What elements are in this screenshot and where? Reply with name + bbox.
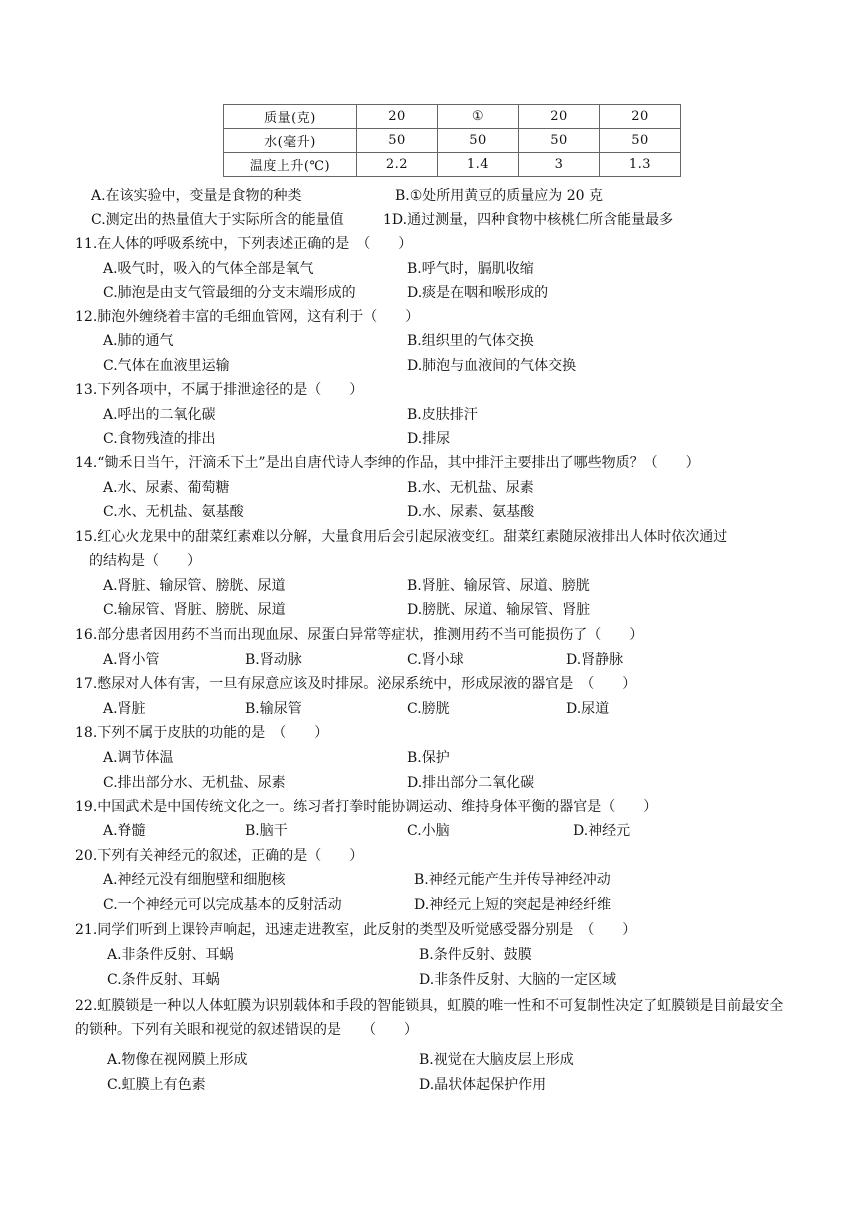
question-13-stem: 13.下列各项中，不属于排泄途径的是（ ） (75, 382, 364, 398)
q22-option-b[interactable]: B.视觉在大脑皮层上形成 (419, 1052, 574, 1068)
q17-option-a[interactable]: A.肾脏 (103, 701, 146, 717)
q19-option-d[interactable]: D.神经元 (573, 823, 631, 839)
q11-option-a[interactable]: A.吸气时，吸入的气体全部是氧气 (103, 261, 314, 277)
table-cell: 20 (357, 105, 438, 129)
q10-option-c[interactable]: C.测定出的热量值大于实际所含的能量值 (91, 212, 344, 228)
q10-option-d[interactable]: 1D.通过测量，四种食物中核桃仁所含能量最多 (383, 212, 674, 228)
q13-option-d[interactable]: D.排尿 (407, 431, 451, 447)
question-20-stem: 20.下列有关神经元的叙述，正确的是（ ） (75, 848, 364, 864)
table-cell: 3 (519, 153, 600, 177)
q16-option-b[interactable]: B.肾动脉 (245, 652, 302, 668)
q10-option-b[interactable]: B.①处所用黄豆的质量应为 20 克 (395, 188, 604, 204)
table-row (224, 105, 681, 129)
q17-option-c[interactable]: C.膀胱 (407, 701, 450, 717)
q16-option-c[interactable]: C.肾小球 (407, 652, 464, 668)
q10-option-a[interactable]: A.在该实验中，变量是食物的种类 (91, 188, 302, 204)
q14-option-d[interactable]: D.水、尿素、氨基酸 (407, 504, 535, 520)
row-label: 质量(克) (224, 105, 357, 129)
q12-option-d[interactable]: D.肺泡与血液间的气体交换 (407, 358, 577, 374)
q15-option-c[interactable]: C.输尿管、肾脏、膀胱、尿道 (103, 602, 286, 618)
q17-option-d[interactable]: D.尿道 (566, 701, 610, 717)
table-cell: 50 (357, 129, 438, 153)
table-cell: 50 (519, 129, 600, 153)
question-17-stem: 17.憋尿对人体有害，一旦有尿意应该及时排尿。泌尿系统中，形成尿液的器官是 （ ） (75, 676, 637, 692)
experiment-table (223, 104, 681, 177)
row-label: 温度上升(℃) (224, 153, 357, 177)
q12-option-a[interactable]: A.肺的通气 (103, 333, 174, 349)
q19-option-c[interactable]: C.小脑 (407, 823, 450, 839)
q21-option-d[interactable]: D.非条件反射、大脑的一定区域 (419, 972, 617, 988)
question-18-stem: 18.下列不属于皮肤的功能的是 （ ） (75, 725, 329, 741)
table-row (224, 153, 681, 177)
q21-option-b[interactable]: B.条件反射、鼓膜 (419, 947, 532, 963)
q18-option-b[interactable]: B.保护 (407, 750, 450, 766)
question-12-stem: 12.肺泡外缠绕着丰富的毛细血管网，这有利于（ ） (75, 309, 420, 325)
q18-option-d[interactable]: D.排出部分二氧化碳 (407, 775, 535, 791)
question-15-stem: 15.红心火龙果中的甜菜红素难以分解，大量食用后会引起尿液变红。甜菜红素随尿液排出人体时依次通过 (75, 529, 728, 545)
q19-option-b[interactable]: B.脑干 (245, 823, 288, 839)
q21-option-c[interactable]: C.条件反射、耳蜗 (107, 972, 220, 988)
question-11-stem: 11.在人体的呼吸系统中，下列表述正确的是 （ ） (75, 236, 413, 252)
q15-option-a[interactable]: A.肾脏、输尿管、膀胱、尿道 (103, 578, 286, 594)
question-14-stem: 14.“锄禾日当午，汗滴禾下土”是出自唐代诗人李绅的作品，其中排汗主要排出了哪些物质？（ ） (75, 455, 700, 471)
q20-option-b[interactable]: B.神经元能产生并传导神经冲动 (414, 872, 611, 888)
q13-option-c[interactable]: C.食物残渣的排出 (103, 431, 216, 447)
q11-option-b[interactable]: B.呼气时，膈肌收缩 (407, 261, 534, 277)
question-15-stem-continued: 的结构是（ ） (89, 553, 201, 569)
q22-option-d[interactable]: D.晶状体起保护作用 (419, 1077, 547, 1093)
q13-option-b[interactable]: B.皮肤排汗 (407, 407, 478, 423)
q15-option-b[interactable]: B.肾脏、输尿管、尿道、膀胱 (407, 578, 590, 594)
question-22-stem: 22.虹膜锁是一种以人体虹膜为识别载体和手段的智能锁具，虹膜的唯一性和不可复制性决定了虹膜锁是目前最安全的锁种。下列有关眼和视觉的叙述错误的是 （ ） (75, 998, 784, 1038)
table-cell: 20 (600, 105, 681, 129)
table-cell: ① (438, 105, 519, 129)
q20-option-d[interactable]: D.神经元上短的突起是神经纤维 (414, 897, 612, 913)
table-cell: 1.3 (600, 153, 681, 177)
row-label: 水(毫升) (224, 129, 357, 153)
q20-option-c[interactable]: C.一个神经元可以完成基本的反射活动 (103, 897, 342, 913)
table-cell: 20 (519, 105, 600, 129)
q15-option-d[interactable]: D.膀胱、尿道、输尿管、肾脏 (407, 602, 591, 618)
q22-option-a[interactable]: A.物像在视网膜上形成 (107, 1052, 248, 1068)
question-21-stem: 21.同学们听到上课铃声响起，迅速走进教室，此反射的类型及听觉感受器分别是 （ ） (75, 922, 637, 938)
q14-option-b[interactable]: B.水、无机盐、尿素 (407, 480, 534, 496)
q19-option-a[interactable]: A.脊髓 (103, 823, 146, 839)
table-cell: 2.2 (357, 153, 438, 177)
q13-option-a[interactable]: A.呼出的二氧化碳 (103, 407, 216, 423)
q14-option-c[interactable]: C.水、无机盐、氨基酸 (103, 504, 244, 520)
q21-option-a[interactable]: A.非条件反射、耳蜗 (107, 947, 234, 963)
q12-option-b[interactable]: B.组织里的气体交换 (407, 333, 534, 349)
q14-option-a[interactable]: A.水、尿素、葡萄糖 (103, 480, 230, 496)
q18-option-a[interactable]: A.调节体温 (103, 750, 174, 766)
q22-option-c[interactable]: C.虹膜上有色素 (107, 1077, 206, 1093)
q20-option-a[interactable]: A.神经元没有细胞壁和细胞核 (103, 872, 286, 888)
q12-option-c[interactable]: C.气体在血液里运输 (103, 358, 230, 374)
q17-option-b[interactable]: B.输尿管 (245, 701, 302, 717)
question-16-stem: 16.部分患者因用药不当而出现血尿、尿蛋白异常等症状，推测用药不当可能损伤了（ ） (75, 627, 644, 643)
q18-option-c[interactable]: C.排出部分水、无机盐、尿素 (103, 775, 286, 791)
table-cell: 1.4 (438, 153, 519, 177)
table-cell: 50 (438, 129, 519, 153)
q11-option-d[interactable]: D.痰是在咽和喉形成的 (407, 285, 549, 301)
question-19-stem: 19.中国武术是中国传统文化之一。练习者打拳时能协调运动、维持身体平衡的器官是（ ） (75, 799, 658, 815)
q16-option-d[interactable]: D.肾静脉 (566, 652, 624, 668)
q16-option-a[interactable]: A.肾小管 (103, 652, 160, 668)
q11-option-c[interactable]: C.肺泡是由支气管最细的分支末端形成的 (103, 285, 356, 301)
table-cell: 50 (600, 129, 681, 153)
table-row (224, 129, 681, 153)
